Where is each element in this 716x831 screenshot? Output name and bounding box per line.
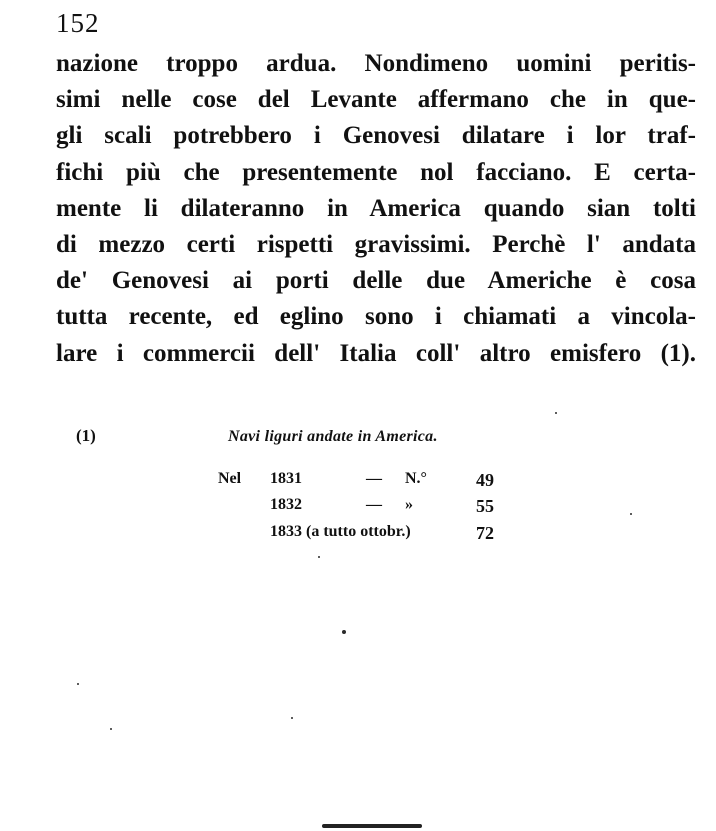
text-line: mente li dilateranno in America quando sian tolti bbox=[56, 194, 696, 222]
row-dash: — bbox=[366, 470, 382, 487]
ink-speck bbox=[342, 630, 346, 634]
row-count: 55 bbox=[476, 496, 494, 516]
text-line: fichi più che presentemente nol facciano. E certa- bbox=[56, 158, 696, 186]
ink-speck bbox=[291, 717, 293, 719]
bottom-ornament-rule bbox=[322, 824, 422, 828]
ink-speck bbox=[630, 513, 632, 515]
row-note: N.° bbox=[405, 470, 427, 487]
text-line: nazione troppo ardua. Nondimeno uomini peritis- bbox=[56, 50, 696, 77]
row-year: 1833 (a tutto ottobr.) bbox=[270, 523, 411, 540]
ink-speck bbox=[555, 412, 557, 414]
text-line: simi nelle cose del Levante affermano che in que- bbox=[56, 86, 696, 114]
body-paragraph bbox=[56, 46, 696, 372]
text-line: de' Genovesi ai porti delle due Americhe è cosa bbox=[56, 267, 696, 295]
footnote-title: Navi liguri andate in America. bbox=[228, 428, 438, 445]
page-number: 152 bbox=[56, 8, 100, 38]
row-prefix: Nel bbox=[218, 470, 242, 487]
row-count: 49 bbox=[476, 470, 494, 490]
row-count: 72 bbox=[476, 523, 494, 543]
ink-speck bbox=[77, 683, 79, 685]
row-year: 1831 bbox=[270, 470, 302, 487]
footnote-row bbox=[0, 523, 716, 547]
row-note: » bbox=[405, 496, 413, 513]
text-line: lare i commercii dell' Italia coll' altro emisfero (1). bbox=[56, 339, 696, 367]
ink-speck bbox=[318, 556, 320, 558]
footnote-row bbox=[0, 496, 716, 520]
ink-speck bbox=[110, 728, 112, 730]
footnote-marker: (1) bbox=[76, 426, 96, 445]
text-line: di mezzo certi rispetti gravissimi. Perchè l' andata bbox=[56, 230, 696, 258]
text-line: gli scali potrebbero i Genovesi dilatare i lor traf- bbox=[56, 122, 696, 150]
footnote-row bbox=[0, 470, 716, 494]
row-year: 1832 bbox=[270, 496, 302, 513]
text-line: tutta recente, ed eglino sono i chiamati a vincola- bbox=[56, 303, 696, 331]
row-dash: — bbox=[366, 496, 382, 513]
